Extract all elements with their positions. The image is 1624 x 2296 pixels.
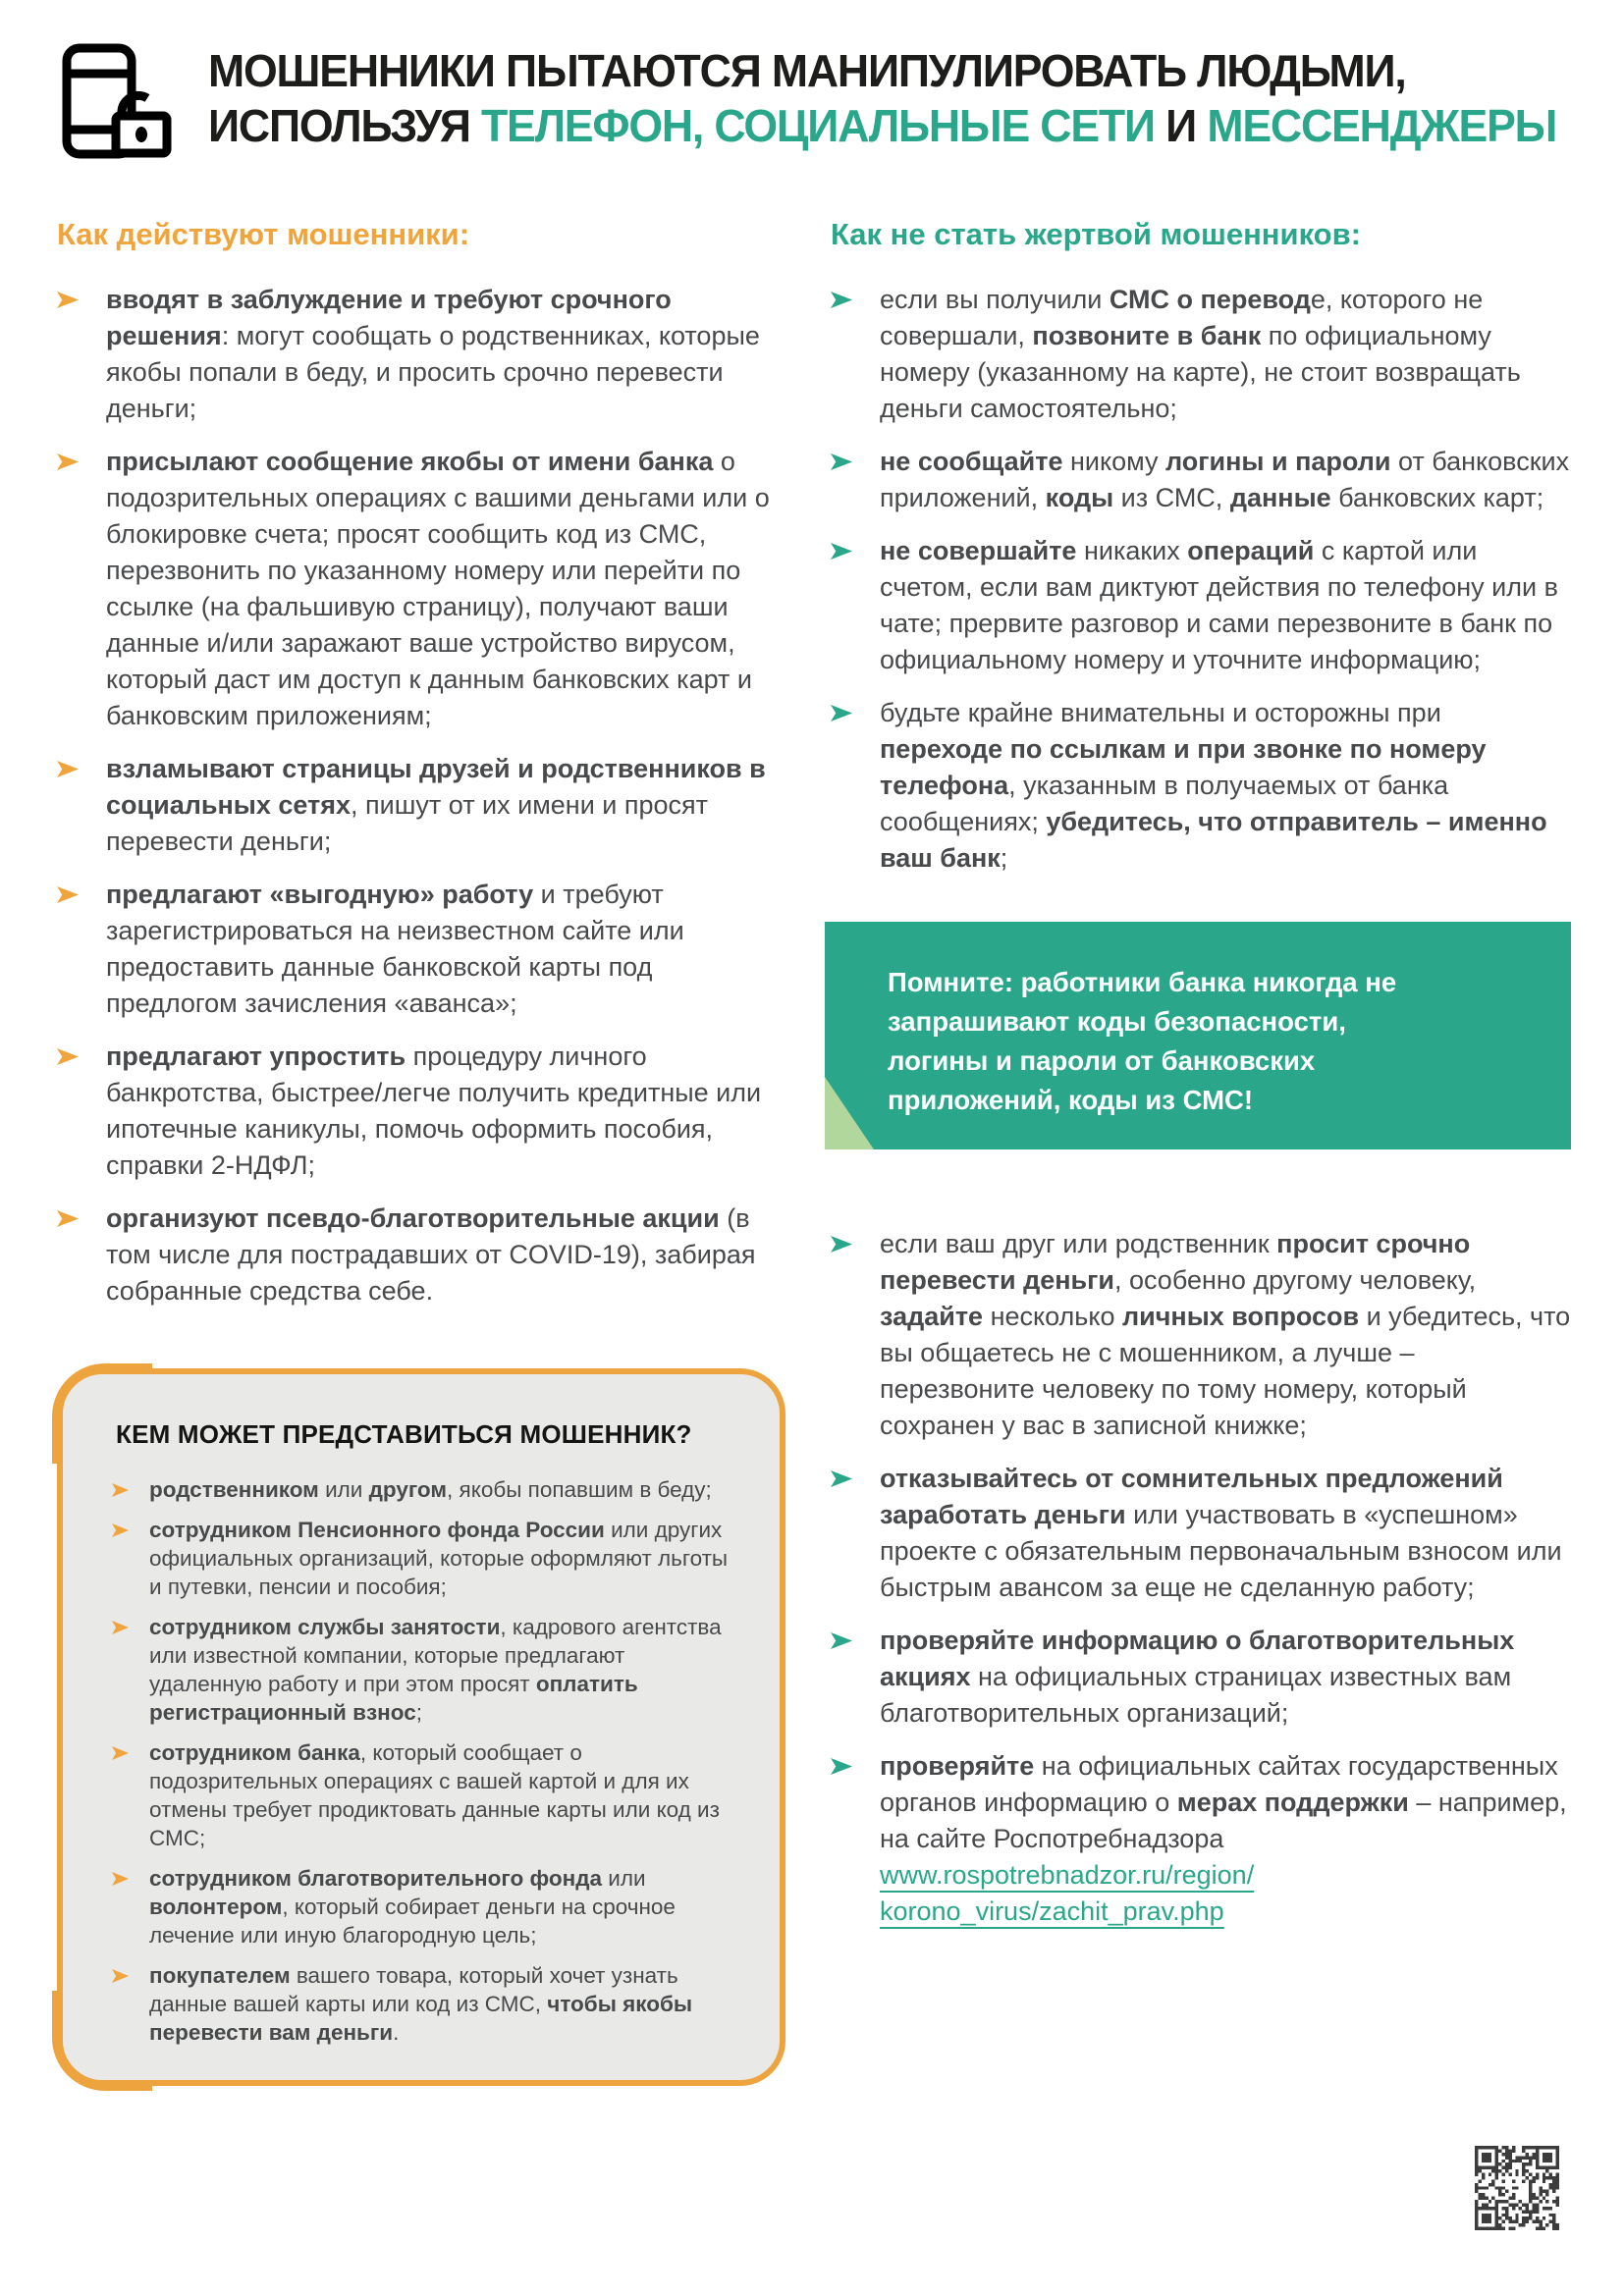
text-segment: логины и пароли <box>1164 447 1391 476</box>
list-item-text <box>106 444 785 734</box>
list-item-text <box>149 1475 712 1504</box>
bullet-arrow-icon <box>831 1470 852 1487</box>
text-segment: коды <box>1045 483 1114 512</box>
list-item <box>831 533 1571 678</box>
text-segment: банковских карт; <box>1330 483 1544 512</box>
text-segment: предлагают упростить <box>106 1041 406 1071</box>
list-item <box>831 444 1571 516</box>
bullet-arrow-icon <box>57 454 79 470</box>
list-item-text <box>880 282 1571 427</box>
bullet-arrow-icon <box>831 1236 852 1253</box>
text-segment: волонтером <box>149 1895 283 1919</box>
list-item-text <box>880 1748 1571 1930</box>
list-item <box>57 444 785 734</box>
list-item-text <box>106 282 785 427</box>
text-segment: не сообщайте <box>880 447 1063 476</box>
text-segment: по официальному номеру (указанному на карте), не стоит возвращать деньги самостоятельно; <box>880 321 1521 423</box>
text-segment: , который собирает деньги на срочное лечение или иную благородную цель; <box>149 1895 676 1948</box>
qr-code <box>1475 2146 1559 2230</box>
bullet-arrow-icon <box>57 886 79 903</box>
text-segment: покупателем <box>149 1963 291 1988</box>
column-how-scammers-act <box>57 166 785 2086</box>
text-segment: о подозрительных операциях с вашими деньгами или о блокировке счета; просят сообщить код из СМС, перезвонить по указанному номеру или перейти по ссылке (на фальшивую страницу), получают ваши данные и/или заражают ваше устройство вирусом, который даст им доступ к данным банковских карт и банковским приложениям; <box>106 447 770 730</box>
text-segment: или других официальных организаций, которые оформляют льготы и путевки, пенсии и пособия; <box>149 1518 729 1599</box>
scammer-identities-list <box>112 1475 738 2047</box>
scammer-actions-list <box>57 282 785 1309</box>
page-title-line2 <box>208 98 1556 153</box>
text-segment: , особенно другому человеку, <box>1113 1265 1477 1295</box>
text-segment: никому <box>1062 447 1165 476</box>
list-item <box>57 877 785 1022</box>
text-segment: несколько <box>983 1302 1122 1331</box>
text-segment: И <box>1154 100 1208 151</box>
text-segment: данные <box>1229 483 1331 512</box>
text-segment: сотрудником службы занятости <box>149 1615 501 1639</box>
text-segment: от банковских приложений, <box>880 447 1570 512</box>
list-item-text <box>149 1613 738 1727</box>
list-item-text <box>149 1516 738 1601</box>
text-segment: из СМС, <box>1113 483 1230 512</box>
text-segment: присылают сообщение якобы от имени банка <box>106 447 714 476</box>
list-item <box>57 751 785 860</box>
text-segment: предлагают «выгодную» работу <box>106 880 534 909</box>
who-scammer-pretends-title: КЕМ МОЖЕТ ПРЕДСТАВИТЬСЯ МОШЕННИК? <box>116 1419 692 1449</box>
bullet-arrow-icon <box>112 1969 129 1983</box>
page-title <box>208 41 1598 153</box>
phone-lock-icon <box>57 41 175 166</box>
list-item-text <box>880 1461 1571 1606</box>
text-segment: если вы получили <box>880 285 1110 314</box>
list-item <box>112 1864 738 1949</box>
text-segment: чтобы якобы перевести вам деньги <box>149 1992 693 2045</box>
list-item <box>57 1039 785 1184</box>
text-segment: процедуру личного банкротства, быстрее/легче получить кредитные или ипотечные каникулы, помочь оформить пособия, справки 2-НДФЛ; <box>106 1041 762 1180</box>
bullet-arrow-icon <box>57 761 79 777</box>
text-segment: задайте <box>880 1302 984 1331</box>
list-item-text <box>149 1961 738 2047</box>
list-item <box>831 1226 1571 1444</box>
text-segment: : могут сообщать о родственниках, которые якобы попали в беду, и просить срочно перевести деньги; <box>106 321 760 423</box>
text-segment: личных вопросов <box>1122 1302 1360 1331</box>
text-segment: или <box>318 1477 369 1502</box>
text-segment: – например, на сайте Роспотребнадзора <box>880 1788 1567 1853</box>
text-segment: или <box>602 1866 646 1891</box>
text-segment: позвоните в банк <box>1032 321 1262 350</box>
text-segment: ТЕЛЕФОН, <box>480 100 715 151</box>
text-segment: просит срочно перевести деньги <box>880 1229 1471 1295</box>
text-segment: СОЦИАЛЬНЫЕ СЕТИ <box>714 100 1155 151</box>
text-segment: проверяйте информацию о благотворительных акциях <box>880 1626 1515 1691</box>
text-segment: сотрудником Пенсионного фонда России <box>149 1518 605 1542</box>
bullet-arrow-icon <box>112 1621 129 1634</box>
text-segment: или участвовать в «успешном» проекте с обязательным первоначальным взносом или быстрым авансом за еще не сделанную работу; <box>880 1500 1562 1602</box>
text-segment: на официальных сайтах государственных органов информацию о <box>880 1751 1558 1817</box>
callout-corner-decoration <box>825 1077 874 1149</box>
text-segment: если ваш друг или родственник <box>880 1229 1277 1258</box>
avoid-tips-list-top <box>831 282 1571 877</box>
list-item <box>831 695 1571 877</box>
list-item-text <box>880 1623 1571 1732</box>
text-segment: оплатить регистрационный взнос <box>149 1672 638 1725</box>
who-scammer-pretends-box <box>57 1368 785 2086</box>
bullet-arrow-icon <box>831 454 852 470</box>
right-column-heading: Как не стать жертвой мошенников: <box>831 217 1362 251</box>
bank-reminder-callout <box>825 922 1571 1149</box>
avoid-tips-list-bottom <box>831 1226 1571 1930</box>
bank-reminder-text: Помните: работники банка никогда не запрашивают коды безопасности, логины и пароли от банковских приложений, коды из СМС! <box>888 967 1397 1115</box>
list-item-text <box>880 533 1571 678</box>
text-segment: . <box>393 2020 400 2045</box>
text-segment: е, которого не совершали, <box>880 285 1484 350</box>
bullet-arrow-icon <box>831 292 852 308</box>
text-segment: не совершайте <box>880 536 1077 565</box>
list-item-text <box>106 751 785 860</box>
list-item-text <box>106 877 785 1022</box>
text-segment: , указанным в получаемых от банка сообщениях; <box>880 771 1449 836</box>
list-item-text <box>106 1201 785 1309</box>
text-segment: вводят в заблуждение и требуют срочного решения <box>106 285 672 350</box>
list-item <box>831 1748 1571 1930</box>
text-segment: проверяйте <box>880 1751 1035 1781</box>
column-how-to-avoid <box>831 166 1571 2086</box>
external-link[interactable]: korono_virus/zachit_prav.php <box>880 1896 1224 1926</box>
list-item <box>831 1623 1571 1732</box>
text-segment: родственником <box>149 1477 319 1502</box>
content-columns <box>0 166 1624 2086</box>
bullet-arrow-icon <box>112 1523 129 1537</box>
list-item <box>831 282 1571 427</box>
text-segment: вашего товара, который хочет узнать данные вашей карты или код из СМС, <box>149 1963 678 2016</box>
list-item-text <box>149 1864 738 1949</box>
text-segment: , якобы попавшим в беду; <box>447 1477 712 1502</box>
text-segment: (в том числе для пострадавших от COVID-19), забирая собранные средства себе. <box>106 1203 756 1306</box>
list-item <box>112 1613 738 1727</box>
text-segment: ; <box>1000 843 1008 873</box>
text-segment: на официальных страницах известных вам благотворительных организаций; <box>880 1662 1512 1728</box>
text-segment: сотрудником благотворительного фонда <box>149 1866 602 1891</box>
text-segment: и требуют зарегистрироваться на неизвестном сайте или предоставить данные банковской карты под предлогом зачисления «аванса»; <box>106 880 684 1018</box>
page-title-line1 <box>208 43 1556 98</box>
bullet-arrow-icon <box>112 1483 129 1497</box>
text-segment: , который сообщает о подозрительных операциях с вашей картой и для их отмены требует продиктовать данные карты или код из СМС; <box>149 1740 720 1850</box>
bullet-arrow-icon <box>112 1872 129 1886</box>
bullet-arrow-icon <box>831 1758 852 1775</box>
bullet-arrow-icon <box>112 1746 129 1760</box>
text-segment: переходе по ссылкам и при звонке по номеру телефона <box>880 734 1487 800</box>
bullet-arrow-icon <box>57 292 79 308</box>
left-column-heading: Как действуют мошенники: <box>57 217 470 251</box>
list-item <box>112 1475 738 1504</box>
text-segment: будьте крайне внимательны и осторожны при <box>880 698 1441 727</box>
bullet-arrow-icon <box>57 1210 79 1227</box>
text-segment: МОШЕННИКИ ПЫТАЮТСЯ МАНИПУЛИРОВАТЬ ЛЮДЬМИ, <box>208 45 1406 96</box>
bullet-arrow-icon <box>831 543 852 560</box>
text-segment: с картой или счетом, если вам диктуют действия по телефону или в чате; прервите разговор и сами перезвоните в банк по официальному номеру и уточните информацию; <box>880 536 1558 674</box>
header <box>0 0 1624 166</box>
list-item <box>112 1738 738 1852</box>
text-segment: и убедитесь, что вы общаетесь не с мошенником, а лучше – перезвоните человеку по тому номеру, который сохранен у вас в записной книжке; <box>880 1302 1571 1440</box>
text-segment: отказывайтесь от сомнительных предложений заработать деньги <box>880 1464 1503 1529</box>
text-segment: мерах поддержки <box>1176 1788 1409 1817</box>
bullet-arrow-icon <box>831 705 852 721</box>
text-segment: организуют псевдо-благотворительные акции <box>106 1203 720 1233</box>
text-segment: убедитесь, что отправитель – именно ваш банк <box>880 807 1547 873</box>
list-item <box>112 1516 738 1601</box>
list-item <box>57 282 785 427</box>
list-item-text <box>880 1226 1571 1444</box>
text-segment: операций <box>1187 536 1315 565</box>
list-item-text <box>106 1039 785 1184</box>
list-item-text <box>880 695 1571 877</box>
bullet-arrow-icon <box>831 1632 852 1649</box>
text-segment: ИСПОЛЬЗУЯ <box>208 100 481 151</box>
text-segment: , кадрового агентства или известной компании, которые предлагают удаленную работу и при этом просят <box>149 1615 722 1696</box>
list-item-text <box>149 1738 738 1852</box>
list-item <box>57 1201 785 1309</box>
external-link[interactable]: www.rospotrebnadzor.ru/region/ <box>880 1860 1255 1890</box>
text-segment: сотрудником банка <box>149 1740 360 1765</box>
list-item <box>831 1461 1571 1606</box>
text-segment: другом <box>368 1477 448 1502</box>
text-segment: ; <box>415 1700 422 1725</box>
text-segment: никаких <box>1076 536 1188 565</box>
list-item-text <box>880 444 1571 516</box>
list-item <box>112 1961 738 2047</box>
text-segment: взламывают страницы друзей и родственников в социальных сетях <box>106 754 766 820</box>
text-segment: МЕССЕНДЖЕРЫ <box>1207 100 1557 151</box>
bullet-arrow-icon <box>57 1048 79 1065</box>
text-segment: , пишут от их имени и просят перевести деньги; <box>106 790 709 856</box>
text-segment: СМС о перевод <box>1109 285 1311 314</box>
